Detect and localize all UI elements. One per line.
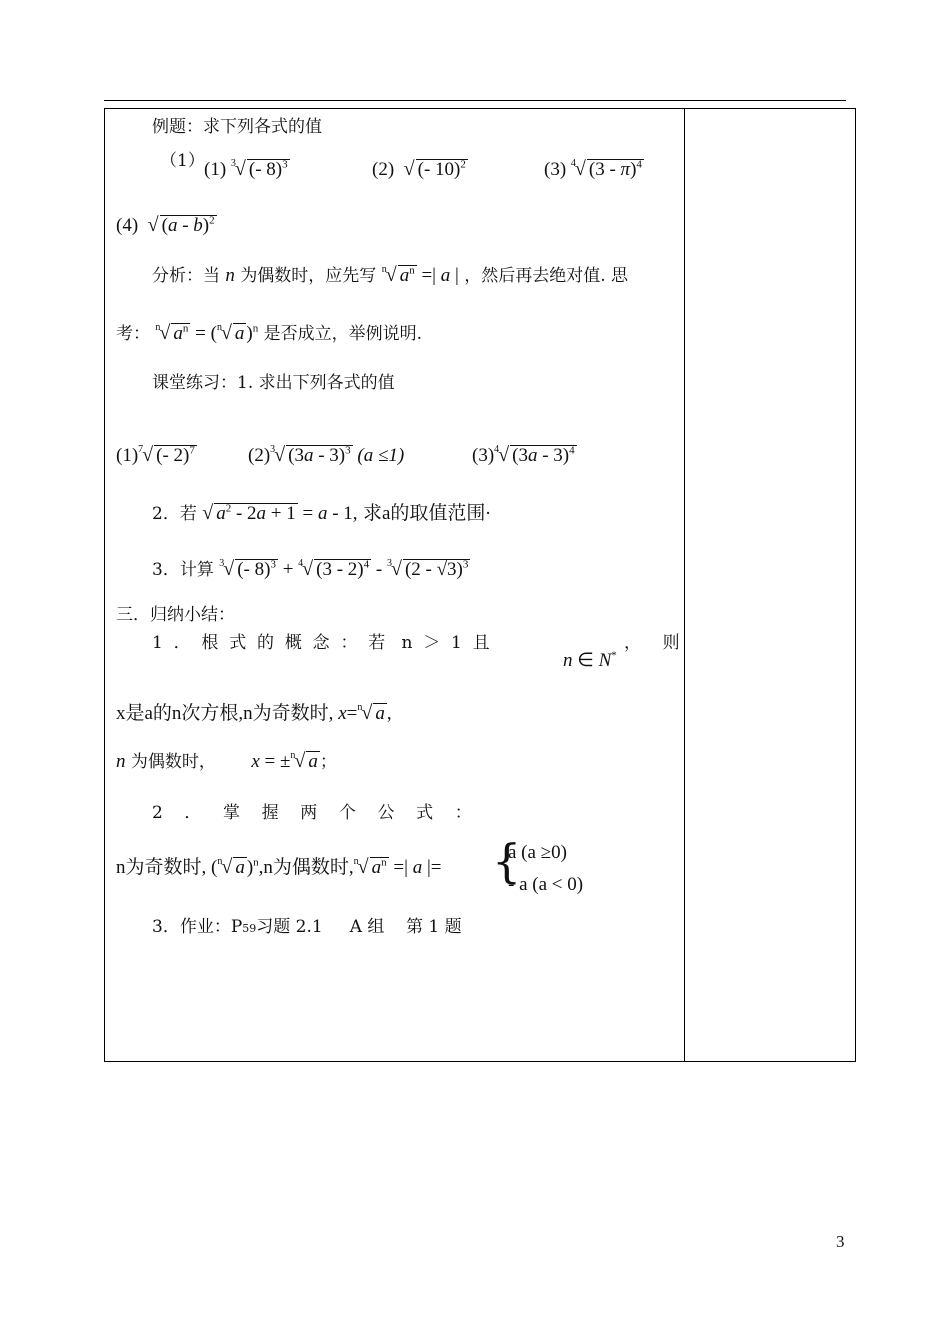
analysis-text-d: 考：	[116, 324, 150, 344]
summary-n-in-N: n ∈ N*	[563, 649, 617, 671]
example-3-label: (3)	[544, 159, 567, 180]
summary-item1-end: ， 则	[624, 633, 680, 653]
column-divider	[684, 108, 685, 1062]
piecewise-case2: - a (a < 0)	[508, 874, 584, 895]
summary-formulas: n为奇数时, ($^n$√ a )$^n$,n为偶数时,$^n$√ $a^n$ =| a |=	[116, 856, 442, 878]
summary-heading: 三．归纳小结：	[116, 605, 235, 625]
practice-q2: $(2)^3√$ (3a - 3)$^3$ (a ≤1)	[248, 444, 405, 466]
practice-item2: 2．若 √ $a^2 - 2a + 1 = a - 1$, 求a的取值范围·	[152, 502, 491, 524]
page-number: 3	[836, 1232, 845, 1251]
practice-item3-prefix: 3．计算	[152, 560, 214, 580]
example-1: (1) $^3$√ (- 8)$^3$	[204, 158, 288, 180]
analysis-text-b: 为偶数时，应先写	[240, 266, 377, 286]
piecewise-brace: {	[492, 834, 522, 888]
analysis-line1: 分析：当 n 为偶数时，应先写 $^n$√ $a^n$ =| a | ，然后再去绝对值. 思	[152, 264, 629, 286]
example-1-label: (1)	[204, 159, 227, 180]
homework-prefix: 3．作业：P	[152, 917, 243, 937]
homework-sub: 59	[242, 922, 257, 935]
practice-q3: $(3)^4√$ (3a - 3)$^4$	[472, 444, 575, 466]
practice-q2-condition: (a ≤1)	[357, 445, 405, 466]
summary-nthroot-line: x是a的n次方根,n为奇数时, x=$^n$√ a ,	[116, 702, 392, 724]
practice-item3: 3．计算 $^3$√ (- 8)$^3$ + $^4$√ (3 - 2)$^4$ - $^3$√ (2 - √3)$^3$	[152, 558, 469, 580]
practice-item2-text: 求a的取值范围	[362, 503, 486, 524]
example-2: (2) √ (- 10)$^2$	[372, 158, 466, 180]
analysis-text-e: 是否成立，举例说明.	[263, 324, 423, 344]
summary-item2: 2 ． 掌 握 两 个 公 式 ：	[152, 803, 472, 823]
practice-q1: $(1)^7√$ (- 2)$^7$	[116, 444, 195, 466]
header-rule	[104, 100, 846, 101]
analysis-line2: 考： $^n$√ $a^n = (^n√$ a )$^n$ 是否成立，举例说明.	[116, 322, 423, 344]
homework-rest: 习题 2.1 A 组 第 1 题	[256, 917, 462, 937]
practice-q2-label: (2)	[248, 445, 271, 466]
example-4-label: (4)	[116, 215, 139, 236]
practice-item2-prefix: 2．若	[152, 504, 197, 524]
example-3: (3) $^4$√ (3 - π)$^4$	[544, 158, 642, 180]
practice-title: 课堂练习：1. 求出下列各式的值	[152, 373, 395, 393]
summary-even-text: 为偶数时，	[130, 752, 216, 772]
summary-even-line: n 为偶数时， x = ±$^n$√ a ；	[116, 750, 337, 772]
practice-q1-label: (1)	[116, 445, 139, 466]
analysis-text-c: ，然后再去绝对值. 思	[464, 266, 629, 286]
summary-odd-text: n为奇数时,	[116, 857, 207, 878]
analysis-text-a: 分析：当	[152, 266, 220, 286]
example-4: (4) √ (a - b)$^2$	[116, 214, 215, 236]
example-2-label: (2)	[372, 159, 395, 180]
example-group: （1）	[160, 151, 205, 171]
practice-q3-label: (3)	[472, 445, 495, 466]
example-title: 例题：求下列各式的值	[152, 117, 322, 137]
summary-even-mid: ,n为偶数时,	[258, 857, 354, 878]
summary-item1: 1 ． 根 式 的 概 念 ： 若 n ＞ 1 且	[152, 633, 490, 653]
piecewise-case1: a (a ≥0)	[508, 842, 567, 863]
homework	[152, 916, 462, 940]
summary-nthroot-text: x是a的n次方根,n为奇数时,	[116, 703, 334, 724]
